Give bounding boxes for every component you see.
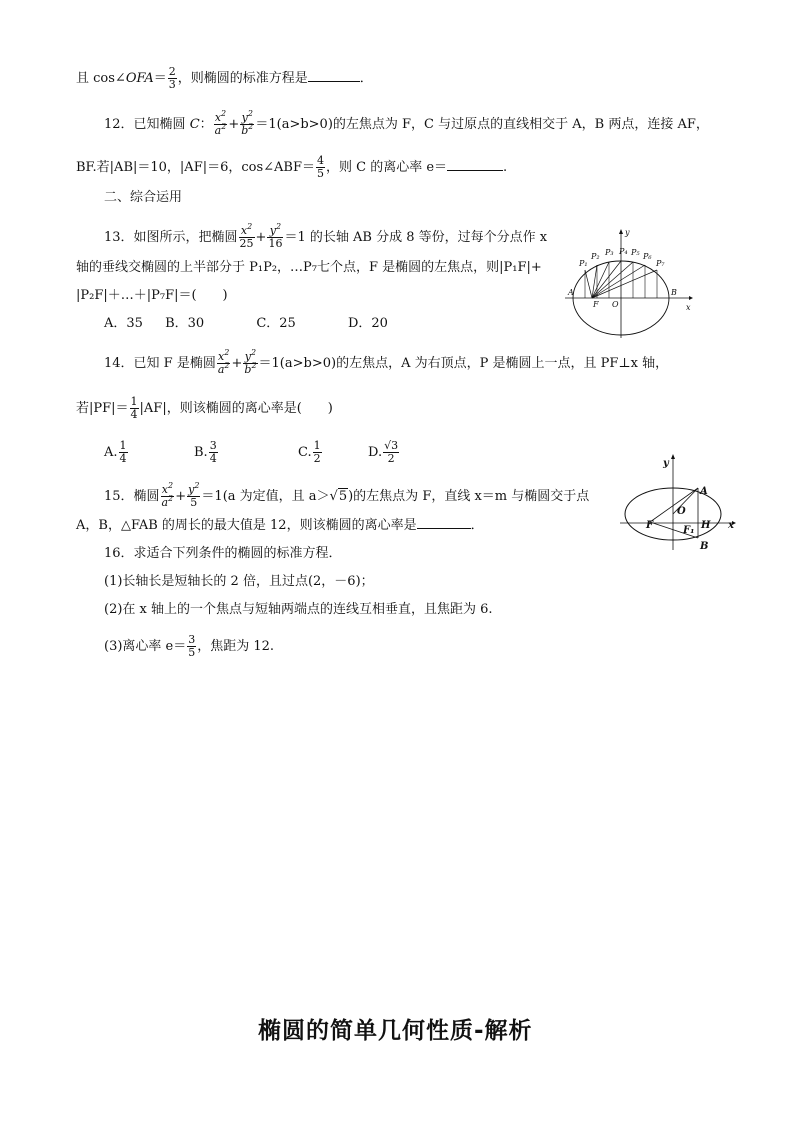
- q13-line1: 13．如图所示，把椭圆 $\frac{x^2}{25}$ + $\frac{y^2}{16}$ ＝1 的长轴 AB 分成 8 等份，过每个分点作 x: [104, 222, 548, 250]
- page-title: 椭圆的简单几何性质-解析: [258, 1018, 533, 1044]
- option-b: B．30: [165, 316, 205, 331]
- q16-stem: 16．求适合下列条件的椭圆的标准方程．: [104, 546, 342, 561]
- q12-cos-fraction: $\frac{4}{5}$: [317, 154, 324, 180]
- option-c: C．25: [256, 316, 296, 331]
- q14-line1: 14．已知 F 是椭圆 $\frac{x^2}{a^2}$ + $\frac{y^2}{b^2}$ ＝1(a>b>0)的左焦点，A 为右顶点，P 是椭圆上一点，且 PF⊥x 轴，: [104, 348, 669, 376]
- label-f: F: [593, 300, 599, 309]
- option-b: B. $\frac{3}{4}$: [194, 439, 217, 465]
- label-p2: P₂: [591, 252, 600, 261]
- label-a: A: [700, 486, 708, 497]
- section-heading: 二、综合运用: [104, 190, 183, 205]
- line-p5f: [592, 262, 633, 298]
- q12-x-fraction: $\frac{x^2}{a^2}$: [214, 109, 227, 137]
- label-p1: P₁: [579, 259, 588, 268]
- segment-fa: [650, 488, 698, 522]
- label-b: B: [671, 288, 677, 297]
- q13-options: [104, 316, 388, 332]
- q15-line2: A，B，△FAB 的周长的最大值是 12，则该椭圆的离心率是 ．: [76, 518, 484, 533]
- label-x: x: [686, 303, 691, 312]
- q14-line2: 若|PF|＝ $\frac{1}{4}$ |AF|，则该椭圆的离心率是( ): [76, 395, 333, 421]
- option-a: A．35: [104, 316, 143, 331]
- q13-x-fraction: $\frac{x^2}{25}$: [239, 222, 254, 250]
- q12-y-fraction: $\frac{y^2}{b^2}$: [241, 109, 254, 137]
- q13-y-fraction: $\frac{y^2}{16}$: [268, 222, 283, 250]
- label-p7: P₇: [656, 259, 665, 268]
- label-p4: P₄: [619, 247, 628, 256]
- q11-fraction: $\frac{2}{3}$: [168, 65, 176, 91]
- label-x: x: [728, 520, 734, 531]
- q13-line2: 轴的垂线交椭圆的上半部分于 P₁P₂，…P₇七个点，F 是椭圆的左焦点，则|P₁F|+: [76, 260, 542, 275]
- label-y: y: [663, 458, 669, 469]
- line-p1f: [585, 270, 592, 298]
- sqrt5: √5: [329, 489, 348, 504]
- label-h: H: [701, 520, 711, 531]
- y-axis-arrow: [619, 229, 623, 234]
- q16-part1: (1)长轴长是短轴长的 2 倍，且过点(2，－6)；: [104, 574, 374, 589]
- answer-blank: [447, 160, 503, 171]
- label-f: F: [646, 520, 654, 531]
- label-o: O: [677, 506, 686, 517]
- label-p6: P₆: [643, 252, 652, 261]
- answer-blank: [308, 71, 360, 82]
- q15-line1: 15．椭圆 $\frac{x^2}{a^2}$ + $\frac{y^2}{5}$ ＝1(a 为定值，且 a＞√5)的左焦点为 F，直线 x＝m 与椭圆交于点: [104, 481, 590, 509]
- q11-tail-line: 且 cos∠OFA＝ $\frac{2}{3}$ ，则椭圆的标准方程是 ．: [76, 65, 373, 91]
- label-p5: P₅: [631, 248, 640, 257]
- q16-part3: (3)离心率 e＝ $\frac{3}{5}$ ，焦距为 12.: [104, 633, 275, 659]
- q16-part2: (2)在 x 轴上的一个焦点与短轴两端点的连线互相垂直，且焦距为 6.: [104, 602, 493, 617]
- option-d: D. $\frac{√3}{2}$: [368, 439, 399, 465]
- label-o: O: [612, 300, 619, 309]
- q16-fraction: $\frac{3}{5}$: [188, 633, 196, 659]
- x-axis-arrow: [689, 296, 693, 300]
- label-p3: P₃: [605, 248, 614, 257]
- option-a: A. $\frac{1}{4}$: [104, 439, 127, 465]
- answer-blank: [417, 518, 471, 529]
- label-y: y: [625, 228, 630, 237]
- q13-ellipse-figure: [565, 226, 695, 342]
- q12-line2: BF.若|AB|＝10，|AF|＝6，cos∠ABF＝ $\frac{4}{5}$ ，则 C 的离心率 e＝ .: [76, 154, 508, 180]
- q15-ellipse-figure: [620, 452, 740, 552]
- y-axis-arrow: [671, 454, 675, 459]
- label-a: A: [568, 288, 574, 297]
- q13-line3: |P₂F|＋…＋|P₇F|＝( ): [76, 288, 228, 303]
- option-d: D．20: [347, 316, 388, 331]
- label-f1: F₁: [683, 525, 695, 536]
- q14-options: [104, 440, 400, 465]
- label-b: B: [700, 541, 709, 552]
- line-p7f: [592, 270, 657, 298]
- option-c: C. $\frac{1}{2}$: [298, 439, 321, 465]
- q12-line1: 12．已知椭圆 C： $\frac{x^2}{a^2}$ + $\frac{y^2}{b^2}$ ＝1(a>b>0)的左焦点为 F，C 与过原点的直线相交于 A，B 两点，连接 AF，: [104, 109, 709, 137]
- q14-fraction: $\frac{1}{4}$: [130, 395, 138, 421]
